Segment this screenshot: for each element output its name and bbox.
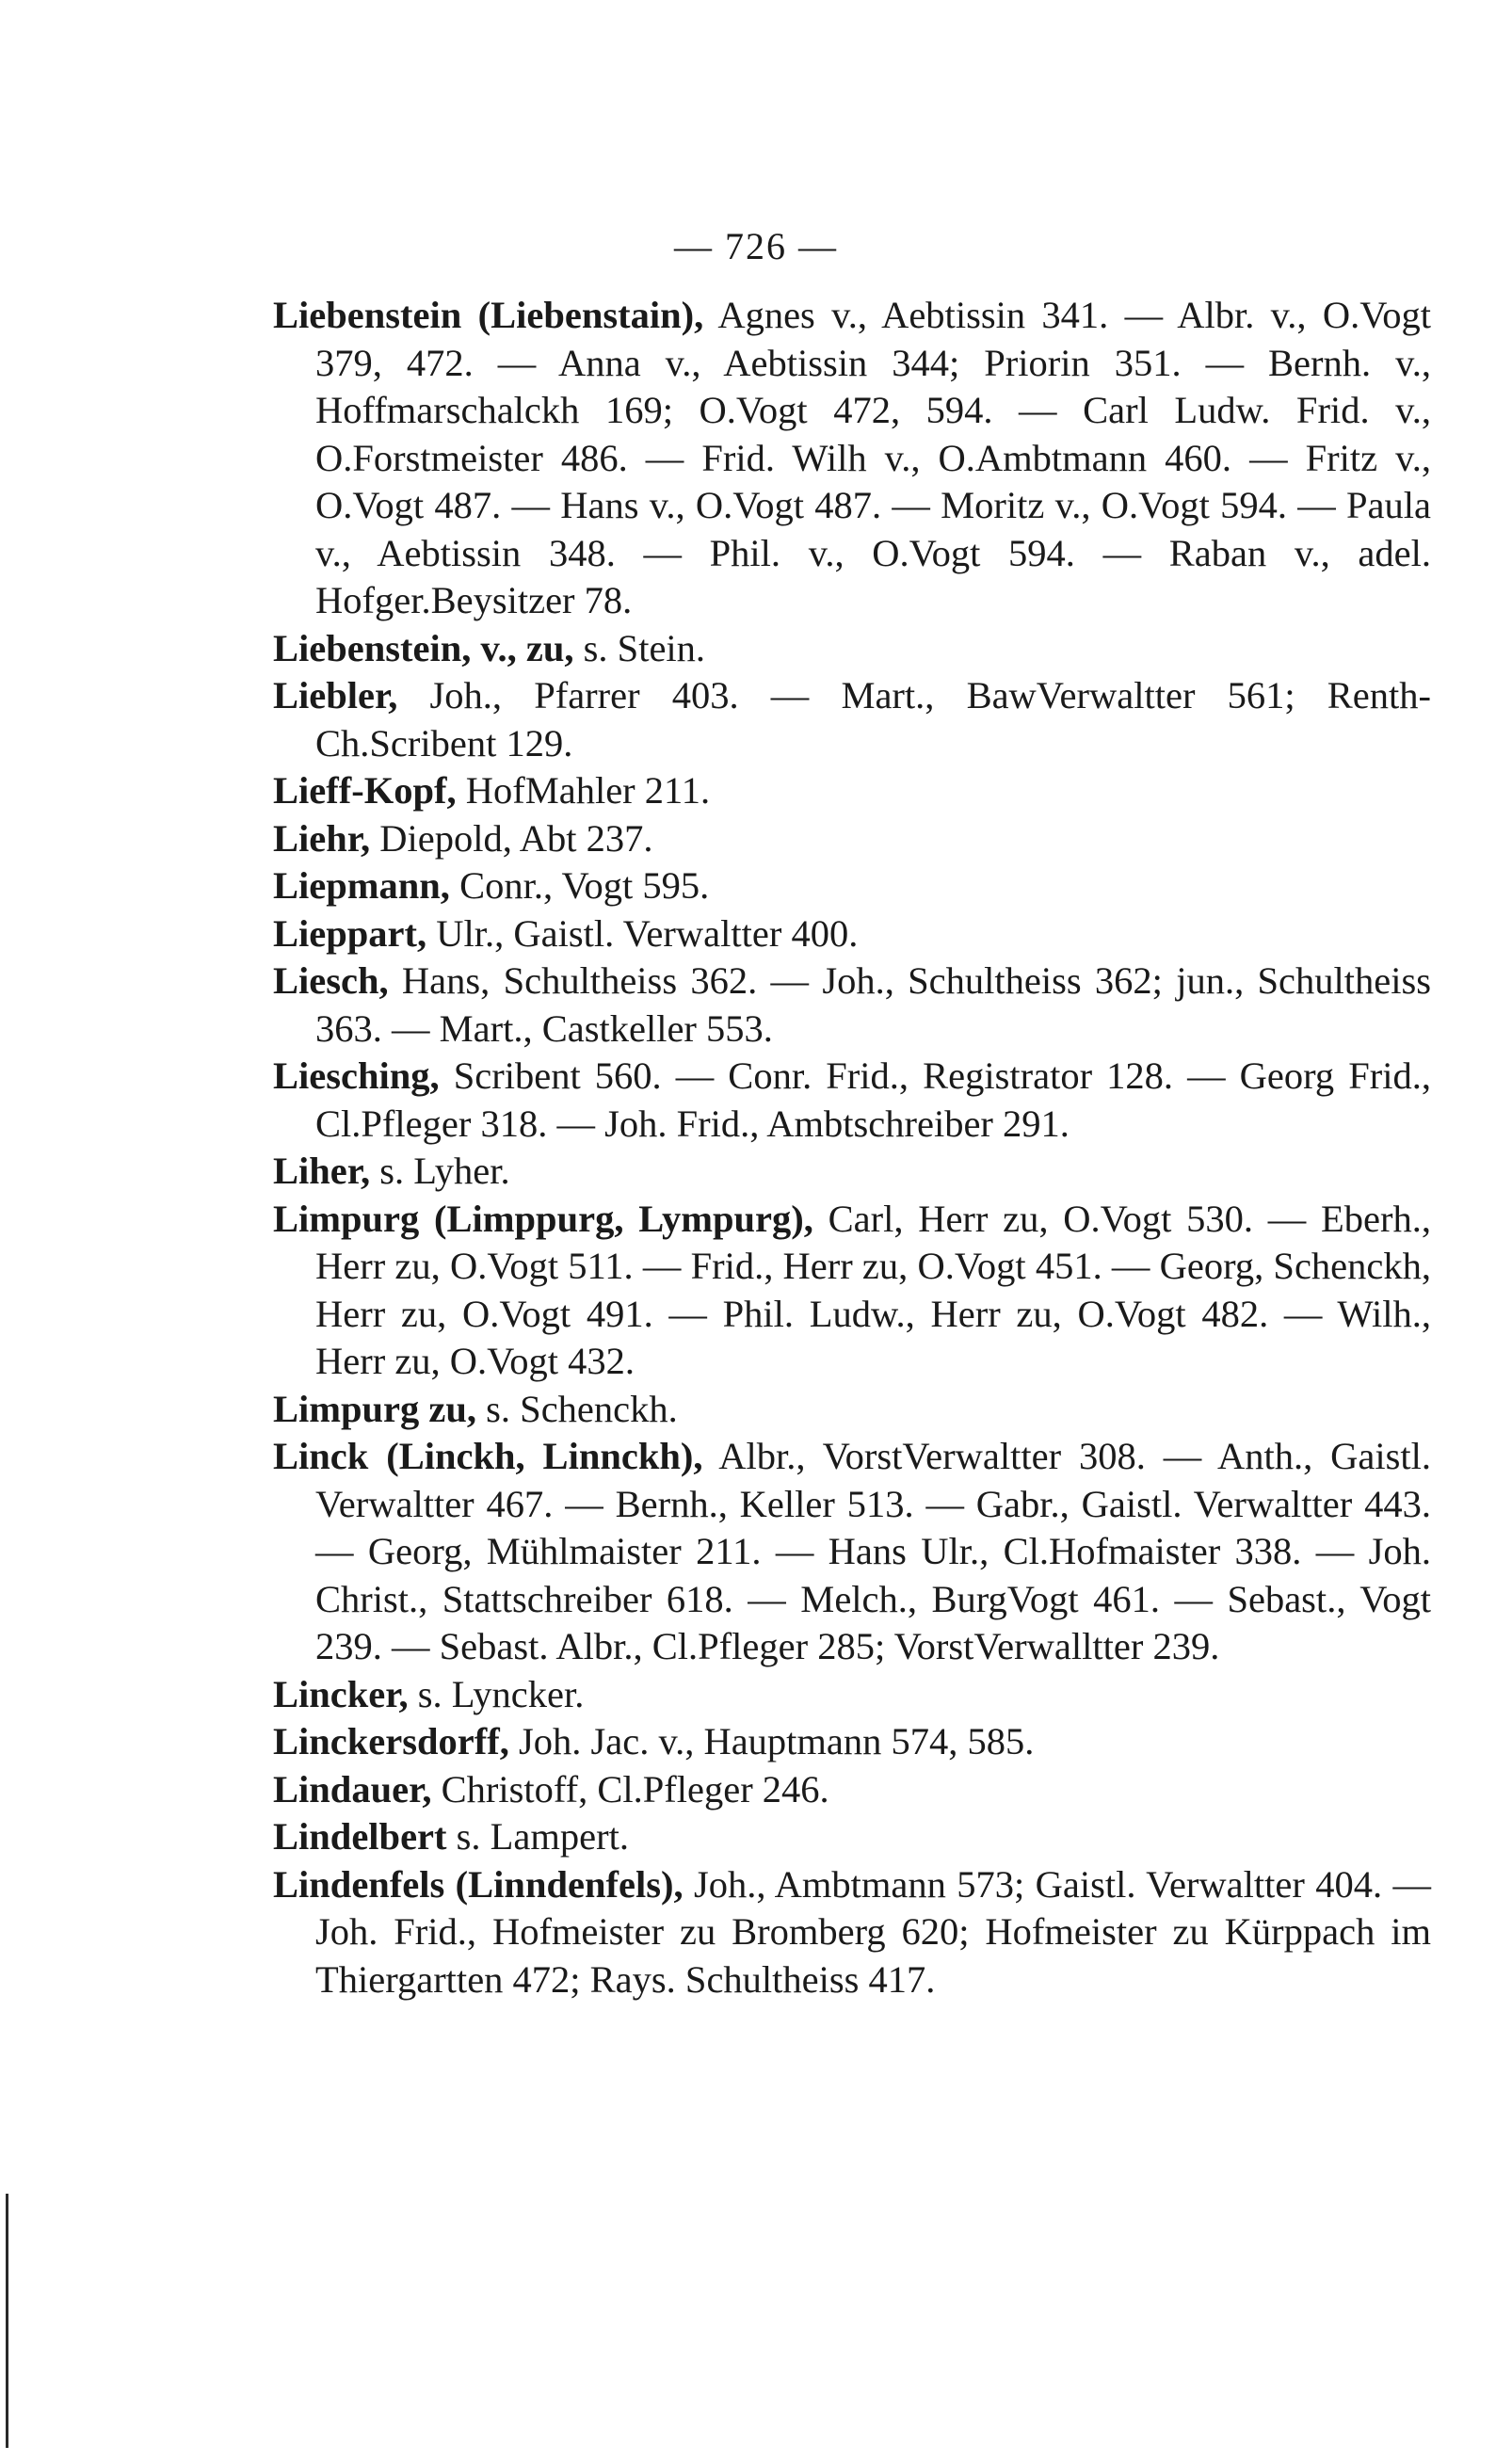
entry-text: Carl, Herr zu, O.Vogt 530. — Eberh., Herr zu, O.Vogt 511. — Frid., Herr zu, O.Vogt 451. — Georg, Schenckh, Herr zu, O.Vogt 491. — Phil. Ludw., Herr zu, O.Vogt 482. — Wilh., Herr zu, O.Vogt 432.	[315, 1197, 1431, 1382]
index-entry	[273, 625, 1431, 673]
index-entry	[273, 1148, 1431, 1196]
entry-text: Scribent 560. — Conr. Frid., Registrator 128. — Georg Frid., Cl.Pfleger 318. — Joh. Frid., Ambtschreiber 291.	[315, 1054, 1431, 1145]
index-entry	[273, 1053, 1431, 1148]
index-entry	[273, 1386, 1431, 1434]
index-entry	[273, 672, 1431, 767]
index-entry	[273, 1766, 1431, 1814]
index-entry	[273, 815, 1431, 863]
page-number: — 726 —	[674, 225, 838, 267]
index-entry	[273, 1861, 1431, 2004]
index-entry	[273, 957, 1431, 1053]
index-entry	[273, 1718, 1431, 1766]
entry-text: Hans, Schultheiss 362. — Joh., Schultheiss 362; jun., Schultheiss 363. — Mart., Castkeller 553.	[315, 959, 1431, 1050]
entry-heading: Lindauer,	[273, 1767, 432, 1810]
index-entry	[273, 1433, 1431, 1671]
entry-heading: Liesch,	[273, 959, 389, 1002]
entry-text: HofMahler 211.	[456, 769, 711, 812]
entry-text: s. Lyncker.	[408, 1672, 585, 1715]
entry-heading: Limpurg zu,	[273, 1387, 477, 1430]
entry-text: s. Stein.	[573, 626, 706, 669]
entry-heading: Liebenstein (Liebenstain),	[273, 294, 704, 336]
entry-text: Ulr., Gaistl. Verwaltter 400.	[426, 911, 859, 955]
index-entry	[273, 292, 1431, 625]
entry-heading: Linckersdorff,	[273, 1720, 509, 1762]
index-entry	[273, 767, 1431, 815]
entry-heading: Limpurg (Limppurg, Lympurg),	[273, 1197, 813, 1240]
entry-heading: Liebenstein, v., zu,	[273, 626, 574, 669]
entry-heading: Liehr,	[273, 816, 371, 860]
index-entry	[273, 910, 1431, 958]
entry-text: s. Lampert.	[446, 1815, 629, 1858]
entry-text: s. Schenckh.	[476, 1387, 678, 1430]
index-entry	[273, 1813, 1431, 1861]
entry-text: Diepold, Abt 237.	[370, 816, 653, 860]
entry-text: Christoff, Cl.Pfleger 246.	[431, 1767, 829, 1810]
entry-text: Agnes v., Aebtissin 341. — Albr. v., O.Vogt 379, 472. — Anna v., Aebtissin 344; Priorin 351. — Bernh. v., Hoffmarschalckh 169; O.Vogt 472, 594. — Carl Ludw. Frid. v., O.Forstmeister 486. — Frid. Wilh v., O.Ambtmann 460. — Fritz v., O.Vogt 487. — Hans v., O.Vogt 487. — Moritz v., O.Vogt 594. — Paula v., Aebtissin 348. — Phil. v., O.Vogt 594. — Raban v., adel. Hofger.Beysitzer 78.	[315, 294, 1431, 621]
entry-text: Conr., Vogt 595.	[449, 864, 710, 907]
entry-text: Joh., Ambtmann 573; Gaistl. Verwaltter 404. — Joh. Frid., Hofmeister zu Bromberg 620; Hofmeister zu Kürppach im Thiergartten 472; Rays. Schultheiss 417.	[315, 1862, 1431, 2001]
entry-heading: Lincker,	[273, 1672, 409, 1715]
index-entry	[273, 1671, 1431, 1719]
entry-heading: Lieff-Kopf,	[273, 769, 457, 812]
entry-text: Albr., VorstVerwaltter 308. — Anth., Gaistl. Verwaltter 467. — Bernh., Keller 513. — Gabr., Gaistl. Verwaltter 443. — Georg, Mühlmaister 211. — Hans Ulr., Cl.Hofmaister 338. — Joh. Christ., Stattschreiber 618. — Melch., BurgVogt 461. — Sebast., Vogt 239. — Sebast. Albr., Cl.Pfleger 285; VorstVerwalltter 239.	[315, 1435, 1432, 1667]
entry-text: Joh. Jac. v., Hauptmann 574, 585.	[508, 1720, 1035, 1762]
index-entry	[273, 1196, 1431, 1386]
index-entry	[273, 862, 1431, 910]
entry-heading: Liepmann,	[273, 864, 450, 907]
entry-heading: Liesching,	[273, 1054, 440, 1097]
index-entries	[273, 292, 1431, 2003]
entry-heading: Lieppart,	[273, 911, 427, 955]
entry-heading: Liher,	[273, 1150, 371, 1192]
entry-text: Joh., Pfarrer 403. — Mart., BawVerwaltter 561; Renth-Ch.Scribent 129.	[315, 674, 1431, 764]
entry-text: s. Lyher.	[370, 1150, 510, 1192]
entry-heading: Linck (Linckh, Linnckh),	[273, 1435, 703, 1477]
entry-heading: Lindelbert	[273, 1815, 447, 1858]
page-edge-mark	[6, 2194, 8, 2448]
entry-heading: Liebler,	[273, 674, 398, 716]
entry-heading: Lindenfels (Linndenfels),	[273, 1862, 684, 1906]
